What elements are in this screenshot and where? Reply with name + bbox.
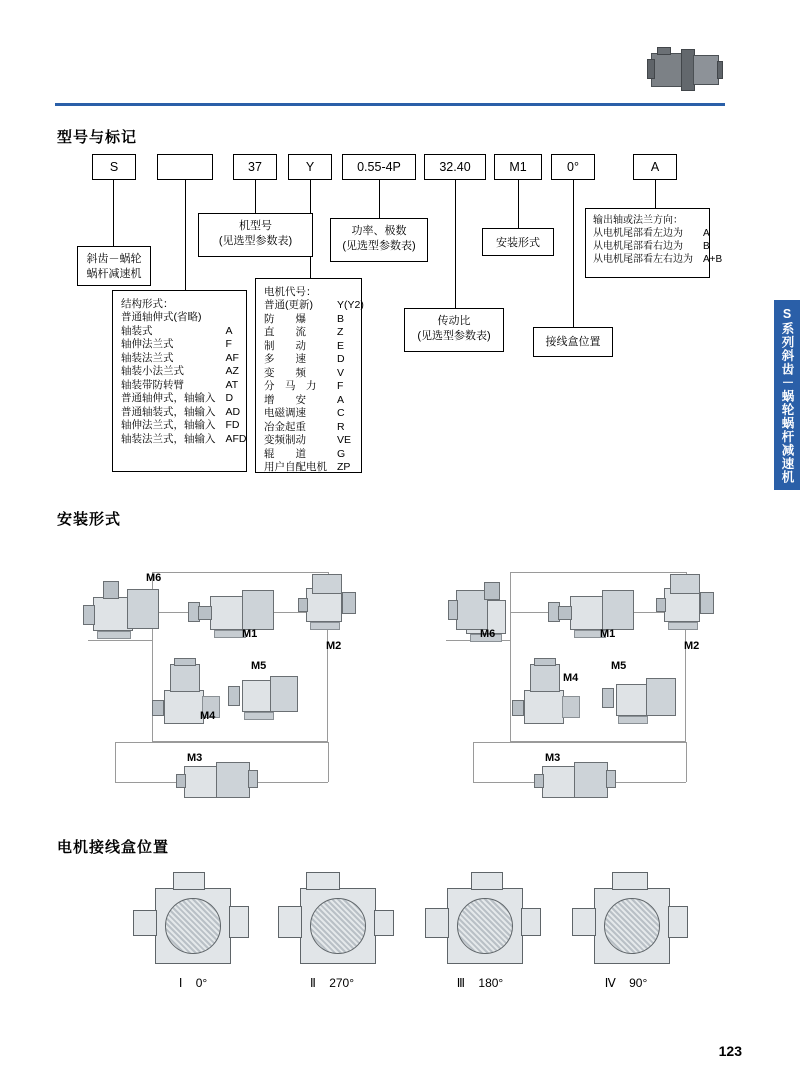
note-motor <box>255 278 362 473</box>
mounting-label-m5-left: M5 <box>251 660 267 672</box>
mounting-label-m3-left: M3 <box>187 752 203 764</box>
table-row: 从电机尾部看右边为 B <box>593 241 710 252</box>
code-box-structure[interactable] <box>157 154 213 180</box>
terminal-unit-3 <box>425 872 545 972</box>
table-row: 轴伸法兰式 F <box>121 338 232 350</box>
mounting-unit-m6-left <box>75 575 161 643</box>
terminal-caption-4 <box>566 976 686 990</box>
note-mounting-title: 安装形式 <box>496 237 540 249</box>
note-structure-table <box>121 311 247 446</box>
note-power-sub: (见选型参数表) <box>342 240 416 252</box>
mounting-label-m1-left: M1 <box>242 628 258 640</box>
leader-structure <box>185 180 186 290</box>
table-row: 防 爆 B <box>264 312 345 325</box>
table-row: 轴伸法兰式，轴输入 FD <box>121 419 240 431</box>
mounting-unit-m2-right <box>654 570 720 636</box>
table-row: 制 动 E <box>264 339 345 352</box>
terminal-caption-2 <box>272 976 392 990</box>
mounting-unit-m2-left <box>296 570 362 636</box>
code-box-series[interactable]: S <box>92 154 136 180</box>
terminal-unit-4 <box>572 872 692 972</box>
page-title-model-code: 型号与标记 <box>57 129 138 146</box>
table-row: 分 马 力 F <box>264 380 344 392</box>
terminal-unit-1 <box>133 872 253 972</box>
note-structure <box>112 290 247 472</box>
note-structure-title: 结构形式： <box>121 298 174 310</box>
leader-mounting <box>518 180 519 228</box>
header-rule <box>55 103 725 106</box>
table-row: 电磁调速 C <box>264 407 345 419</box>
note-output-direction <box>585 208 723 278</box>
note-motor-table <box>264 299 364 475</box>
page-number: 123 <box>718 1043 742 1059</box>
mounting-unit-m5-left <box>226 666 300 728</box>
code-box-ratio[interactable]: 32.40 <box>424 154 486 180</box>
table-row: 冶金起重 R <box>264 420 345 433</box>
terminal-roman-1: Ⅰ <box>178 976 183 990</box>
side-tab <box>774 300 800 490</box>
note-series-line2: 蜗杆减速机 <box>86 268 142 280</box>
mounting-label-m4-right: M4 <box>563 672 579 684</box>
note-series-line1: 斜齿－蜗轮 <box>86 253 142 265</box>
side-tab-label: S系列斜齿－蜗轮蜗杆减速机 <box>780 306 794 484</box>
mounting-unit-m4-left <box>148 660 224 742</box>
leader-ratio <box>455 180 456 308</box>
table-row: 变 频 V <box>264 366 345 379</box>
mounting-label-m3-right: M3 <box>545 752 561 764</box>
table-row: 普通(更新) Y(Y2) <box>264 299 364 311</box>
terminal-angle-1: 0° <box>195 976 208 990</box>
mounting-label-m6-left: M6 <box>146 572 162 584</box>
code-box-output-dir[interactable]: A <box>633 154 677 180</box>
terminal-angle-3: 180° <box>478 976 504 990</box>
note-output-title: 输出轴或法兰方向： <box>593 215 683 226</box>
note-ratio-sub: (见选型参数表) <box>417 330 491 342</box>
code-box-terminal[interactable]: 0° <box>551 154 595 180</box>
terminal-caption-1 <box>133 976 253 990</box>
leader-terminal <box>573 180 574 327</box>
table-row: 普通轴装式，轴输入 AD <box>121 405 241 418</box>
terminal-roman-4: Ⅳ <box>604 976 616 990</box>
table-row: 从电机尾部看左边为 A <box>593 228 710 239</box>
code-box-frame[interactable]: 37 <box>233 154 277 180</box>
code-box-power[interactable]: 0.55-4P <box>342 154 416 180</box>
note-terminal-title: 接线盒位置 <box>545 336 601 348</box>
table-row: 普通轴伸式(省略) <box>121 311 202 323</box>
table-row: 普通轴伸式，轴输入 D <box>121 392 234 404</box>
note-motor-title: 电机代号： <box>264 286 317 298</box>
mounting-label-m1-right: M1 <box>600 628 616 640</box>
table-row: 轴装式 A <box>121 324 233 337</box>
terminal-caption-3 <box>420 976 540 990</box>
table-row: 用户自配电机 ZP <box>264 461 351 473</box>
page-title-terminal: 电机接线盒位置 <box>57 839 170 856</box>
note-output-table <box>593 227 722 266</box>
leader-frame <box>255 180 256 213</box>
code-box-motor[interactable]: Y <box>288 154 332 180</box>
mounting-label-m2-right: M2 <box>684 640 700 652</box>
terminal-roman-2: Ⅱ <box>309 976 316 990</box>
mounting-unit-m1-right <box>546 578 636 640</box>
code-box-mounting[interactable]: M1 <box>494 154 542 180</box>
terminal-angle-4: 90° <box>629 976 648 990</box>
table-row: 轴装带防转臂 AT <box>121 378 239 391</box>
table-row: 从电机尾部看左右边为 A+B <box>593 254 723 265</box>
note-series <box>77 246 151 286</box>
mounting-label-m2-left: M2 <box>326 640 342 652</box>
mounting-unit-m5-right <box>600 666 678 732</box>
table-row: 轴装法兰式 AF <box>121 351 239 364</box>
mounting-label-m4-left: M4 <box>200 710 216 722</box>
note-power-title: 功率、极数 <box>351 225 407 237</box>
terminal-unit-2 <box>278 872 398 972</box>
leader-output <box>655 180 656 208</box>
note-power <box>330 218 428 262</box>
leader-series <box>113 180 114 246</box>
note-frame <box>198 213 313 257</box>
note-mounting <box>482 228 554 256</box>
table-row: 辊 道 G <box>264 447 346 460</box>
table-row: 轴装小法兰式 AZ <box>121 365 239 377</box>
note-terminal <box>533 327 613 357</box>
leader-power <box>379 180 380 218</box>
page-title-mounting: 安装形式 <box>57 511 122 528</box>
table-row: 增 安 A <box>264 393 345 406</box>
mounting-label-m6-right: M6 <box>480 628 496 640</box>
table-row: 轴装法兰式，轴输入 AFD <box>121 432 247 445</box>
table-row: 直 流 Z <box>264 326 344 338</box>
note-ratio <box>404 308 504 352</box>
table-row: 变频制动 VE <box>264 434 352 446</box>
terminal-angle-2: 270° <box>329 976 355 990</box>
table-row: 多 速 D <box>264 353 345 365</box>
note-ratio-title: 传动比 <box>437 315 471 327</box>
note-frame-sub: (见选型参数表) <box>218 235 293 247</box>
note-frame-title: 机型号 <box>239 220 272 232</box>
mounting-unit-m1-left <box>186 578 276 640</box>
product-photo-icon <box>645 45 725 97</box>
terminal-roman-3: Ⅲ <box>456 976 466 990</box>
mounting-label-m5-right: M5 <box>611 660 627 672</box>
